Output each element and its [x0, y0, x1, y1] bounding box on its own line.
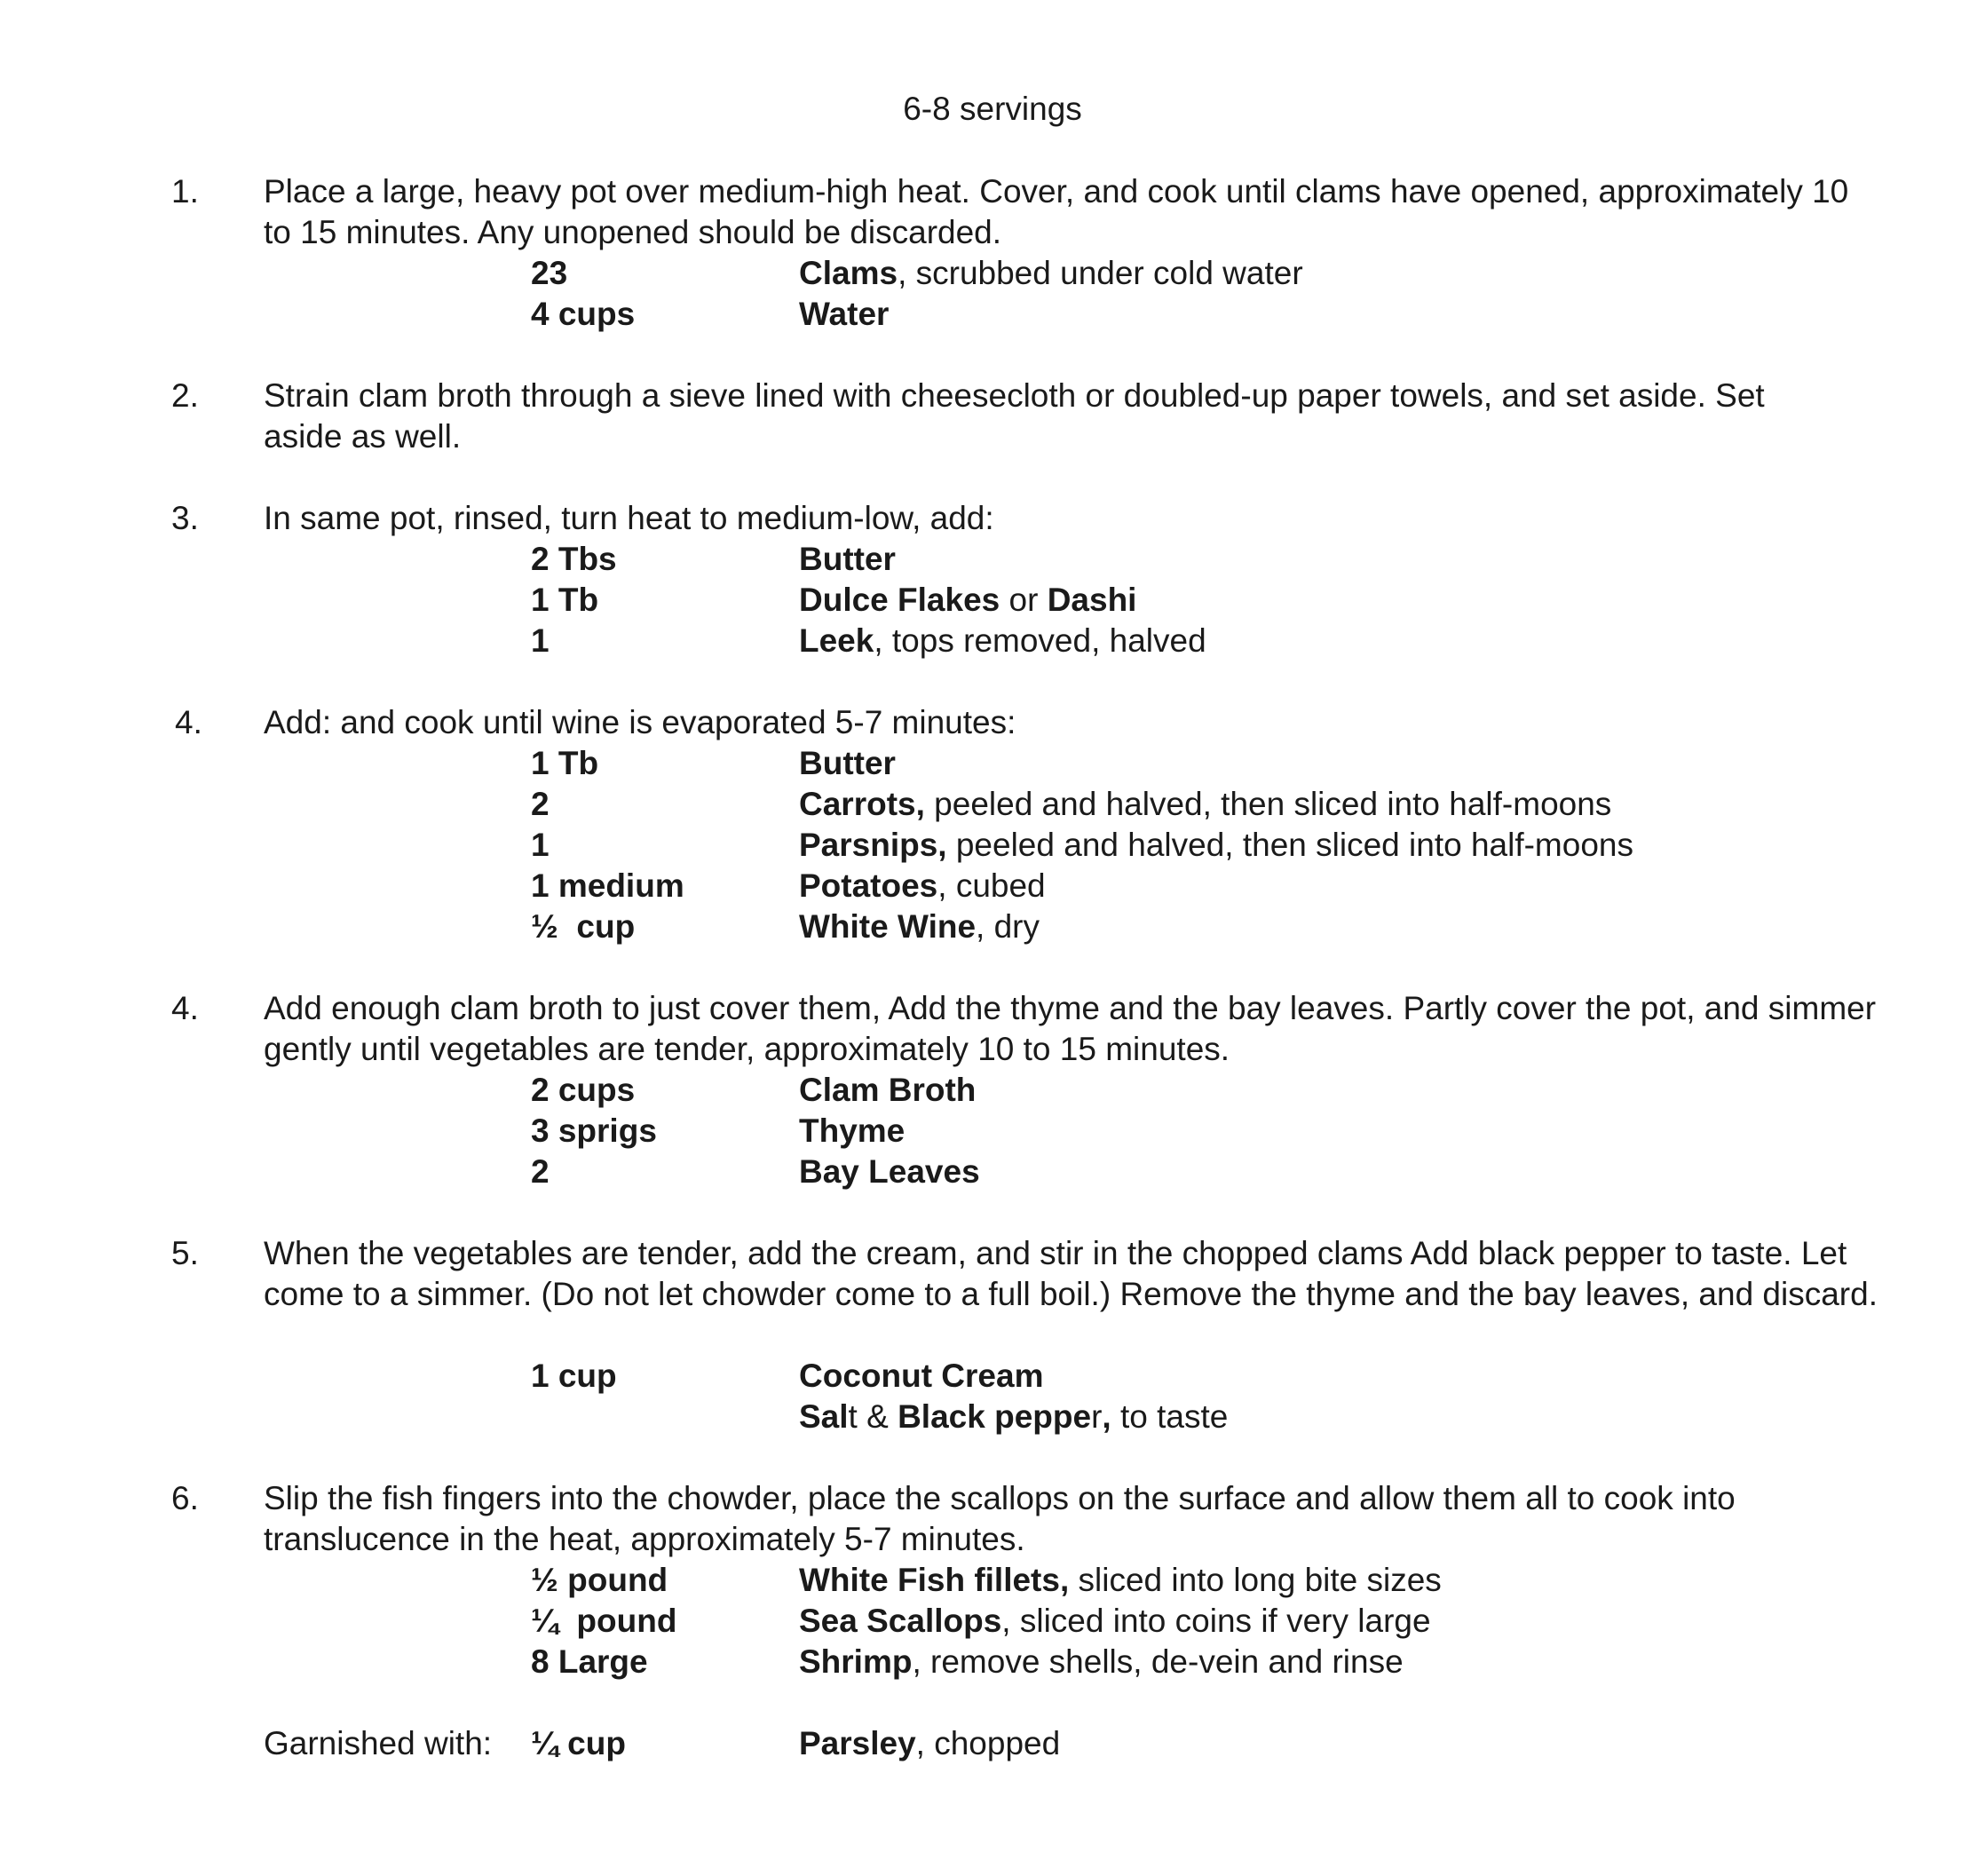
ingredient-row	[0, 580, 1985, 621]
ingredient-qty: 1	[531, 622, 550, 659]
ingredient-item: Potatoes, cubed	[799, 867, 1046, 904]
ingredient-row	[0, 1152, 1985, 1192]
step-number: 4.	[171, 990, 199, 1026]
ingredient-row	[0, 539, 1985, 580]
ingredient-item: Sea Scallops, sliced into coins if very large	[799, 1603, 1431, 1639]
garnish-label: Garnished with:	[264, 1725, 493, 1761]
ingredient-row	[0, 825, 1985, 866]
ingredient-row	[0, 1601, 1985, 1642]
ingredient-item: Dulce Flakes or Dashi	[799, 582, 1137, 618]
step-number: 5.	[171, 1235, 199, 1271]
ingredient-row	[0, 1111, 1985, 1152]
ingredient-row	[0, 866, 1985, 906]
ingredient-row	[0, 621, 1985, 661]
ingredient-qty: 2	[531, 786, 550, 822]
step-number: 2.	[171, 377, 199, 414]
ingredient-item: Parsley, chopped	[799, 1725, 1061, 1761]
step-number: 4.	[175, 704, 202, 740]
ingredient-row	[0, 743, 1985, 784]
ingredient-item: Bay Leaves	[799, 1153, 980, 1190]
ingredient-qty: 1 Tb	[531, 582, 599, 618]
ingredient-item: Butter	[799, 541, 896, 577]
ingredient-row	[0, 784, 1985, 825]
ingredient-qty: 23	[531, 255, 568, 291]
ingredient-item: Salt & Black pepper, to taste	[799, 1398, 1229, 1435]
ingredient-item: Water	[799, 296, 890, 332]
ingredient-qty: 1 medium	[531, 867, 684, 904]
ingredient-item: Shrimp, remove shells, de-vein and rinse	[799, 1643, 1404, 1680]
ingredient-qty: ½ pound	[531, 1562, 668, 1598]
ingredient-qty: ¼ cup	[531, 1725, 626, 1761]
ingredient-item: Leek, tops removed, halved	[799, 622, 1206, 659]
ingredient-row	[0, 1397, 1985, 1437]
step-number: 3.	[171, 500, 199, 536]
step-number: 6.	[171, 1480, 199, 1516]
ingredient-qty: 4 cups	[531, 296, 636, 332]
step-text: Add: and cook until wine is evaporated 5-7 minutes:	[264, 704, 1016, 740]
ingredient-item: White Wine, dry	[799, 908, 1040, 945]
step-text: Slip the fish fingers into the chowder, place the scallops on the surface and allow them all to cook into translucence in the heat, approximately 5-7 minutes.	[264, 1480, 1736, 1557]
ingredient-qty: ½ cup	[531, 908, 636, 945]
ingredient-qty: 2 cups	[531, 1072, 636, 1108]
ingredient-row	[0, 294, 1985, 335]
ingredient-item: Clam Broth	[799, 1072, 977, 1108]
ingredient-qty: 1	[531, 827, 550, 863]
step-text: Strain clam broth through a sieve lined with cheesecloth or doubled-up paper towels, and set aside. Set aside as well.	[264, 377, 1765, 455]
step-text: Place a large, heavy pot over medium-high heat. Cover, and cook until clams have opened, approximately 10 to 15 minutes. Any unopened should be discarded.	[264, 173, 1849, 250]
ingredient-item: Thyme	[799, 1112, 906, 1149]
ingredient-item: Carrots, peeled and halved, then sliced into half-moons	[799, 786, 1612, 822]
ingredient-qty: 3 sprigs	[531, 1112, 657, 1149]
garnish-row	[0, 1723, 1985, 1764]
ingredient-item: Parsnips, peeled and halved, then sliced into half-moons	[799, 827, 1633, 863]
ingredient-row	[0, 1642, 1985, 1682]
step-text: When the vegetables are tender, add the cream, and stir in the chopped clams Add black pepper to taste. Let come to a simmer. (Do not let chowder come to a full boil.) Remove the thyme and the bay leaves, and discard.	[264, 1235, 1878, 1312]
ingredient-row	[0, 1070, 1985, 1111]
ingredient-item: Coconut Cream	[799, 1358, 1044, 1394]
ingredient-qty: 1 Tb	[531, 745, 599, 781]
step-text: In same pot, rinsed, turn heat to medium-low, add:	[264, 500, 994, 536]
ingredient-qty: 2 Tbs	[531, 541, 617, 577]
ingredient-item: Butter	[799, 745, 896, 781]
ingredient-row	[0, 906, 1985, 947]
ingredient-row	[0, 1560, 1985, 1601]
ingredient-qty: ¼ pound	[531, 1603, 677, 1639]
step-text: Add enough clam broth to just cover them, Add the thyme and the bay leaves. Partly cover the pot, and simmer gently until vegetables are tender, approximately 10 to 15 minutes.	[264, 990, 1877, 1067]
ingredient-row	[0, 1356, 1985, 1397]
ingredient-qty: 1 cup	[531, 1358, 617, 1394]
ingredient-item: White Fish fillets, sliced into long bite sizes	[799, 1562, 1442, 1598]
ingredient-item: Clams, scrubbed under cold water	[799, 255, 1303, 291]
ingredient-row	[0, 253, 1985, 294]
ingredient-qty: 2	[531, 1153, 550, 1190]
step-number: 1.	[171, 173, 199, 210]
ingredient-qty: 8 Large	[531, 1643, 648, 1680]
servings-heading: 6-8 servings	[903, 91, 1082, 127]
